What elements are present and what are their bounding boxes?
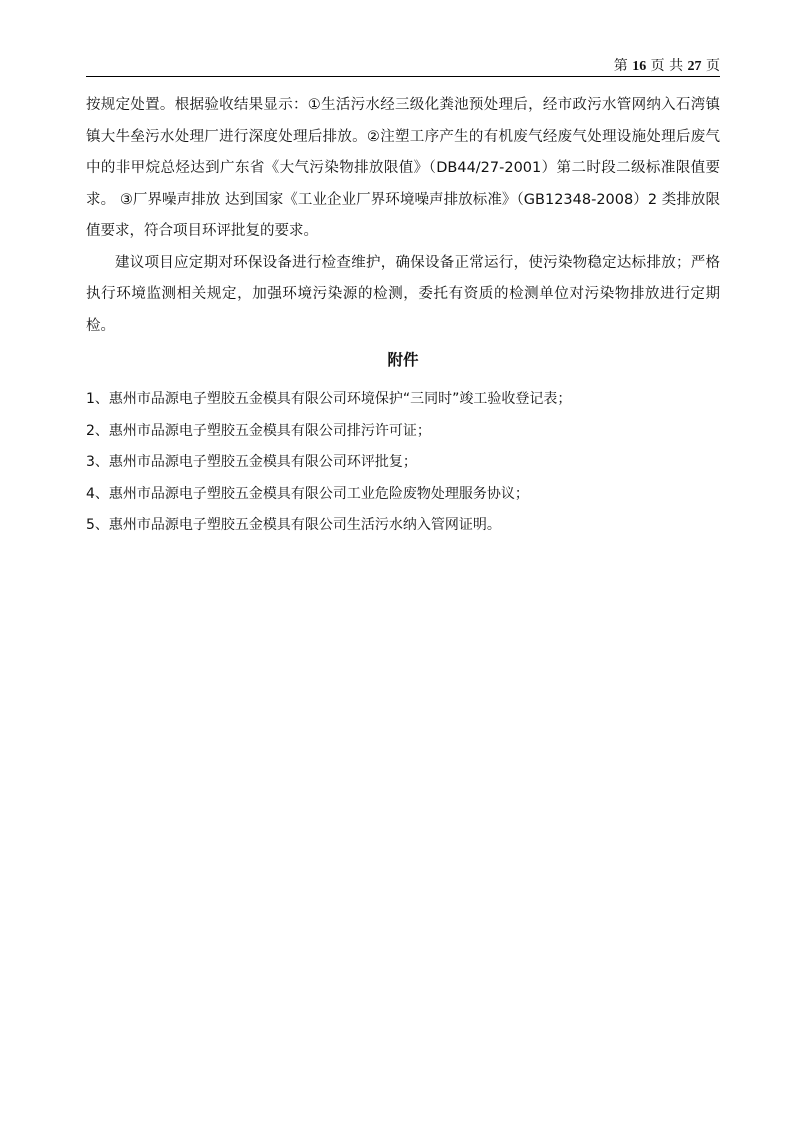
page-label-prefix: 第 [613,58,628,74]
recommendation-paragraph: 建议项目应定期对环保设备进行检查维护，确保设备正常运行，使污染物稳定达标排放；严格执行环境监测相关规定，加强环境污染源的检测，委托有资质的检测单位对污染物排放进行定期检。 [86,254,720,334]
total-page-number: 27 [687,59,702,74]
acceptance-results-paragraph: 按规定处置。根据验收结果显示：①生活污水经三级化粪池预处理后，经市政污水管网纳入石湾镇镇大牛垒污水处理厂进行深度处理后排放。②注塑工序产生的有机废气经废气处理设施处理后废气中的非甲烷总烃达到广东省《大气污染物排放限值》（DB44/27-2001）第二时段二级标准限值要求。 ③厂界噪声排放 达到国家《工业企业厂界环境噪声排放标准》（GB12348-2008）2 类排放限值要求，符合项目环评批复的要求。 [86,97,720,239]
page-header [86,56,720,77]
total-label-prefix: 共 [669,58,684,74]
total-label-suffix: 页 [706,58,720,74]
attachment-item: 3、惠州市品源电子塑胶五金模具有限公司环评批复； [86,454,417,470]
attachments-list [86,384,720,542]
body-text [86,90,720,342]
current-page-number: 16 [632,59,647,74]
attachment-item: 2、惠州市品源电子塑胶五金模具有限公司排污许可证； [86,422,431,439]
page-label-suffix: 页 [650,58,665,74]
attachments-heading: 附件 [387,351,419,369]
attachment-item: 5、惠州市品源电子塑胶五金模具有限公司生活污水纳入管网证明。 [86,517,501,533]
attachment-item: 4、惠州市品源电子塑胶五金模具有限公司工业危险废物处理服务协议； [86,485,529,502]
attachment-item: 1、惠州市品源电子塑胶五金模具有限公司环境保护“三同时”竣工验收登记表； [86,391,572,407]
